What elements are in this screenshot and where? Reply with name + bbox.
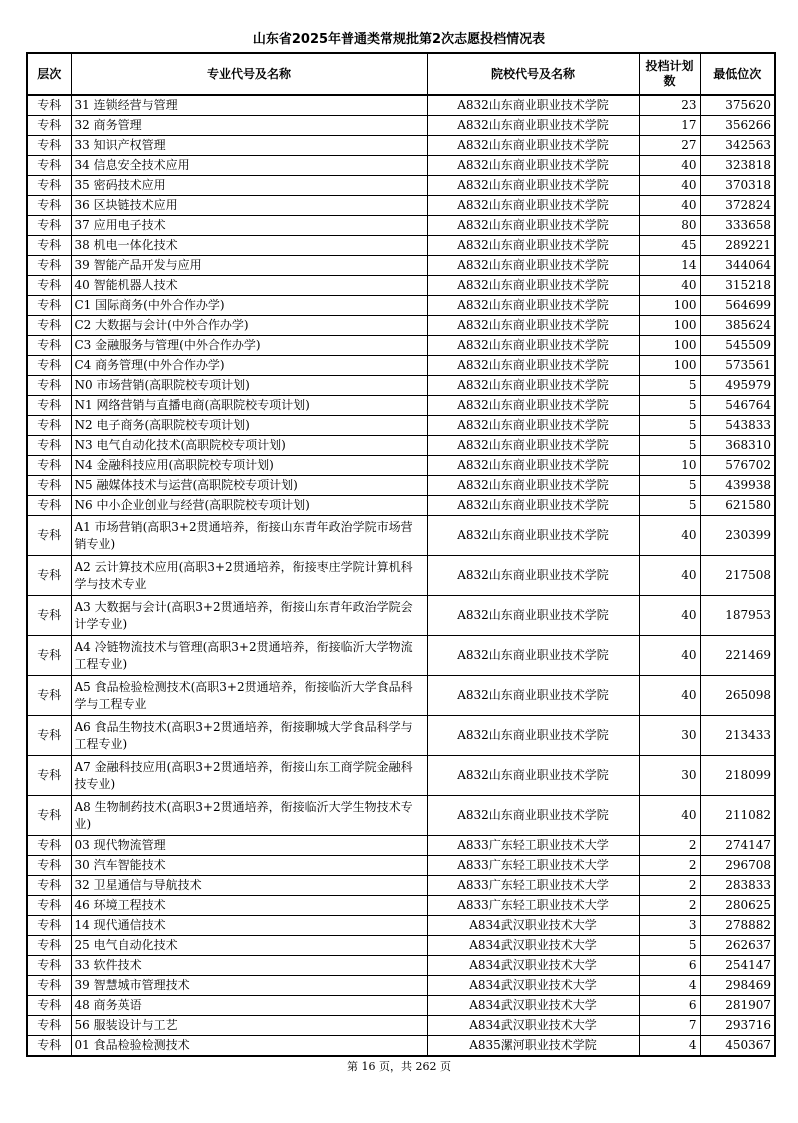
school-cell: A832山东商业职业技术学院 — [427, 476, 639, 496]
table-row — [27, 416, 775, 436]
school-cell: A833广东轻工职业技术大学 — [427, 896, 639, 916]
school-cell: A832山东商业职业技术学院 — [427, 176, 639, 196]
major-cell: 25 电气自动化技术 — [71, 936, 427, 956]
major-cell: 39 智能产品开发与应用 — [71, 256, 427, 276]
level-cell: 专科 — [27, 356, 71, 376]
rank-cell: 298469 — [700, 976, 775, 996]
level-cell: 专科 — [27, 916, 71, 936]
major-cell: N4 金融科技应用(高职院校专项计划) — [71, 456, 427, 476]
header-rank: 最低位次 — [700, 53, 775, 95]
level-cell: 专科 — [27, 516, 71, 556]
school-cell: A832山东商业职业技术学院 — [427, 356, 639, 376]
table-header-row — [27, 53, 775, 95]
level-cell: 专科 — [27, 936, 71, 956]
table-row — [27, 1016, 775, 1036]
rank-cell: 495979 — [700, 376, 775, 396]
plan-cell: 5 — [639, 936, 700, 956]
school-cell: A833广东轻工职业技术大学 — [427, 836, 639, 856]
major-cell: 32 商务管理 — [71, 116, 427, 136]
table-row — [27, 996, 775, 1016]
level-cell: 专科 — [27, 316, 71, 336]
major-cell: A1 市场营销(高职3+2贯通培养，衔接山东青年政治学院市场营销专业) — [71, 516, 427, 556]
level-cell: 专科 — [27, 336, 71, 356]
major-cell: N0 市场营销(高职院校专项计划) — [71, 376, 427, 396]
level-cell: 专科 — [27, 956, 71, 976]
plan-cell: 80 — [639, 216, 700, 236]
plan-cell: 40 — [639, 196, 700, 216]
major-cell: 01 食品检验检测技术 — [71, 1036, 427, 1057]
table-row — [27, 676, 775, 716]
school-cell: A832山东商业职业技术学院 — [427, 676, 639, 716]
major-cell: 33 软件技术 — [71, 956, 427, 976]
table-row — [27, 636, 775, 676]
rank-cell: 576702 — [700, 456, 775, 476]
table-row — [27, 356, 775, 376]
level-cell: 专科 — [27, 796, 71, 836]
school-cell: A834武汉职业技术大学 — [427, 916, 639, 936]
school-cell: A832山东商业职业技术学院 — [427, 156, 639, 176]
school-cell: A832山东商业职业技术学院 — [427, 196, 639, 216]
level-cell: 专科 — [27, 476, 71, 496]
major-cell: 38 机电一体化技术 — [71, 236, 427, 256]
school-cell: A832山东商业职业技术学院 — [427, 436, 639, 456]
rank-cell: 211082 — [700, 796, 775, 836]
major-cell: 46 环境工程技术 — [71, 896, 427, 916]
school-cell: A834武汉职业技术大学 — [427, 1016, 639, 1036]
table-row — [27, 456, 775, 476]
rank-cell: 254147 — [700, 956, 775, 976]
table-row — [27, 136, 775, 156]
school-cell: A832山东商业职业技术学院 — [427, 136, 639, 156]
plan-cell: 30 — [639, 716, 700, 756]
level-cell: 专科 — [27, 676, 71, 716]
rank-cell: 439938 — [700, 476, 775, 496]
plan-cell: 40 — [639, 796, 700, 836]
major-cell: N3 电气自动化技术(高职院校专项计划) — [71, 436, 427, 456]
rank-cell: 621580 — [700, 496, 775, 516]
rank-cell: 372824 — [700, 196, 775, 216]
page-title: 山东省2025年普通类常规批第2次志愿投档情况表 — [252, 32, 546, 47]
rank-cell: 370318 — [700, 176, 775, 196]
level-cell: 专科 — [27, 156, 71, 176]
school-cell: A832山东商业职业技术学院 — [427, 316, 639, 336]
rank-cell: 278882 — [700, 916, 775, 936]
level-cell: 专科 — [27, 716, 71, 756]
level-cell: 专科 — [27, 416, 71, 436]
table-row — [27, 976, 775, 996]
level-cell: 专科 — [27, 216, 71, 236]
rank-cell: 262637 — [700, 936, 775, 956]
rank-cell: 289221 — [700, 236, 775, 256]
plan-cell: 100 — [639, 296, 700, 316]
table-row — [27, 796, 775, 836]
plan-cell: 27 — [639, 136, 700, 156]
table-row — [27, 956, 775, 976]
school-cell: A832山东商业职业技术学院 — [427, 95, 639, 116]
table-row — [27, 936, 775, 956]
rank-cell: 385624 — [700, 316, 775, 336]
plan-cell: 5 — [639, 396, 700, 416]
plan-cell: 4 — [639, 976, 700, 996]
major-cell: N6 中小企业创业与经营(高职院校专项计划) — [71, 496, 427, 516]
table-row — [27, 396, 775, 416]
table-row — [27, 276, 775, 296]
school-cell: A832山东商业职业技术学院 — [427, 516, 639, 556]
major-cell: 36 区块链技术应用 — [71, 196, 427, 216]
header-school: 院校代号及名称 — [427, 53, 639, 95]
school-cell: A832山东商业职业技术学院 — [427, 496, 639, 516]
rank-cell: 221469 — [700, 636, 775, 676]
rank-cell: 333658 — [700, 216, 775, 236]
major-cell: A5 食品检验检测技术(高职3+2贯通培养，衔接临沂大学食品科学与工程专业 — [71, 676, 427, 716]
school-cell: A833广东轻工职业技术大学 — [427, 876, 639, 896]
rank-cell: 217508 — [700, 556, 775, 596]
major-cell: A8 生物制药技术(高职3+2贯通培养，衔接临沂大学生物技术专业) — [71, 796, 427, 836]
level-cell: 专科 — [27, 396, 71, 416]
rank-cell: 280625 — [700, 896, 775, 916]
school-cell: A834武汉职业技术大学 — [427, 996, 639, 1016]
level-cell: 专科 — [27, 976, 71, 996]
table-row — [27, 836, 775, 856]
school-cell: A832山东商业职业技术学院 — [427, 756, 639, 796]
plan-cell: 5 — [639, 496, 700, 516]
level-cell: 专科 — [27, 896, 71, 916]
plan-cell: 5 — [639, 376, 700, 396]
table-row — [27, 156, 775, 176]
school-cell: A832山东商业职业技术学院 — [427, 276, 639, 296]
level-cell: 专科 — [27, 556, 71, 596]
plan-cell: 40 — [639, 516, 700, 556]
table-row — [27, 216, 775, 236]
rank-cell: 543833 — [700, 416, 775, 436]
level-cell: 专科 — [27, 276, 71, 296]
plan-cell: 3 — [639, 916, 700, 936]
table-row — [27, 376, 775, 396]
plan-cell: 30 — [639, 756, 700, 796]
level-cell: 专科 — [27, 376, 71, 396]
plan-cell: 2 — [639, 896, 700, 916]
plan-cell: 40 — [639, 156, 700, 176]
level-cell: 专科 — [27, 756, 71, 796]
school-cell: A832山东商业职业技术学院 — [427, 236, 639, 256]
rank-cell: 344064 — [700, 256, 775, 276]
plan-cell: 17 — [639, 116, 700, 136]
school-cell: A834武汉职业技术大学 — [427, 936, 639, 956]
rank-cell: 375620 — [700, 95, 775, 116]
level-cell: 专科 — [27, 596, 71, 636]
table-body — [27, 95, 775, 1056]
plan-cell: 2 — [639, 876, 700, 896]
table-row — [27, 116, 775, 136]
school-cell: A832山东商业职业技术学院 — [427, 456, 639, 476]
plan-cell: 100 — [639, 316, 700, 336]
rank-cell: 187953 — [700, 596, 775, 636]
school-cell: A832山东商业职业技术学院 — [427, 596, 639, 636]
table-row — [27, 256, 775, 276]
table-row — [27, 436, 775, 456]
plan-cell: 23 — [639, 95, 700, 116]
rank-cell: 296708 — [700, 856, 775, 876]
level-cell: 专科 — [27, 996, 71, 1016]
major-cell: A4 冷链物流技术与管理(高职3+2贯通培养，衔接临沂大学物流工程专业) — [71, 636, 427, 676]
plan-cell: 14 — [639, 256, 700, 276]
admission-table — [26, 52, 776, 1057]
table-row — [27, 496, 775, 516]
level-cell: 专科 — [27, 95, 71, 116]
page-footer: 第 16 页，共 262 页 — [347, 1060, 451, 1073]
major-cell: N1 网络营销与直播电商(高职院校专项计划) — [71, 396, 427, 416]
major-cell: A3 大数据与会计(高职3+2贯通培养，衔接山东青年政治学院会计学专业) — [71, 596, 427, 636]
plan-cell: 40 — [639, 676, 700, 716]
rank-cell: 564699 — [700, 296, 775, 316]
table-row — [27, 336, 775, 356]
table-row — [27, 95, 775, 116]
major-cell: C2 大数据与会计(中外合作办学) — [71, 316, 427, 336]
table-row — [27, 876, 775, 896]
table-row — [27, 316, 775, 336]
rank-cell: 281907 — [700, 996, 775, 1016]
major-cell: 40 智能机器人技术 — [71, 276, 427, 296]
major-cell: C4 商务管理(中外合作办学) — [71, 356, 427, 376]
school-cell: A832山东商业职业技术学院 — [427, 556, 639, 596]
plan-cell: 2 — [639, 836, 700, 856]
header-level: 层次 — [27, 53, 71, 95]
plan-cell: 6 — [639, 996, 700, 1016]
plan-cell: 40 — [639, 596, 700, 636]
plan-cell: 40 — [639, 556, 700, 596]
level-cell: 专科 — [27, 836, 71, 856]
rank-cell: 573561 — [700, 356, 775, 376]
plan-cell: 40 — [639, 636, 700, 676]
major-cell: 30 汽车智能技术 — [71, 856, 427, 876]
table-row — [27, 516, 775, 556]
rank-cell: 218099 — [700, 756, 775, 796]
table-row — [27, 856, 775, 876]
school-cell: A832山东商业职业技术学院 — [427, 116, 639, 136]
level-cell: 专科 — [27, 116, 71, 136]
rank-cell: 283833 — [700, 876, 775, 896]
major-cell: 34 信息安全技术应用 — [71, 156, 427, 176]
plan-cell: 7 — [639, 1016, 700, 1036]
school-cell: A832山东商业职业技术学院 — [427, 256, 639, 276]
school-cell: A832山东商业职业技术学院 — [427, 216, 639, 236]
major-cell: 56 服装设计与工艺 — [71, 1016, 427, 1036]
major-cell: 32 卫星通信与导航技术 — [71, 876, 427, 896]
table-row — [27, 176, 775, 196]
major-cell: 39 智慧城市管理技术 — [71, 976, 427, 996]
major-cell: C3 金融服务与管理(中外合作办学) — [71, 336, 427, 356]
school-cell: A832山东商业职业技术学院 — [427, 416, 639, 436]
level-cell: 专科 — [27, 136, 71, 156]
level-cell: 专科 — [27, 496, 71, 516]
rank-cell: 274147 — [700, 836, 775, 856]
major-cell: 31 连锁经营与管理 — [71, 95, 427, 116]
rank-cell: 368310 — [700, 436, 775, 456]
level-cell: 专科 — [27, 876, 71, 896]
rank-cell: 323818 — [700, 156, 775, 176]
table-row — [27, 896, 775, 916]
level-cell: 专科 — [27, 1016, 71, 1036]
major-cell: C1 国际商务(中外合作办学) — [71, 296, 427, 316]
major-cell: A2 云计算技术应用(高职3+2贯通培养，衔接枣庄学院计算机科学与技术专业 — [71, 556, 427, 596]
level-cell: 专科 — [27, 1036, 71, 1057]
school-cell: A832山东商业职业技术学院 — [427, 396, 639, 416]
table-row — [27, 476, 775, 496]
rank-cell: 545509 — [700, 336, 775, 356]
level-cell: 专科 — [27, 456, 71, 476]
level-cell: 专科 — [27, 236, 71, 256]
rank-cell: 342563 — [700, 136, 775, 156]
rank-cell: 546764 — [700, 396, 775, 416]
rank-cell: 230399 — [700, 516, 775, 556]
table-row — [27, 196, 775, 216]
school-cell: A832山东商业职业技术学院 — [427, 716, 639, 756]
header-major: 专业代号及名称 — [71, 53, 427, 95]
level-cell: 专科 — [27, 176, 71, 196]
major-cell: 37 应用电子技术 — [71, 216, 427, 236]
plan-cell: 5 — [639, 476, 700, 496]
major-cell: 48 商务英语 — [71, 996, 427, 1016]
plan-cell: 5 — [639, 416, 700, 436]
rank-cell: 293716 — [700, 1016, 775, 1036]
table-row — [27, 296, 775, 316]
plan-cell: 40 — [639, 276, 700, 296]
level-cell: 专科 — [27, 196, 71, 216]
major-cell: N2 电子商务(高职院校专项计划) — [71, 416, 427, 436]
school-cell: A834武汉职业技术大学 — [427, 956, 639, 976]
plan-cell: 4 — [639, 1036, 700, 1057]
school-cell: A832山东商业职业技术学院 — [427, 376, 639, 396]
major-cell: 03 现代物流管理 — [71, 836, 427, 856]
plan-cell: 40 — [639, 176, 700, 196]
plan-cell: 100 — [639, 356, 700, 376]
major-cell: 33 知识产权管理 — [71, 136, 427, 156]
plan-cell: 6 — [639, 956, 700, 976]
plan-cell: 5 — [639, 436, 700, 456]
school-cell: A832山东商业职业技术学院 — [427, 336, 639, 356]
level-cell: 专科 — [27, 296, 71, 316]
table-row — [27, 596, 775, 636]
rank-cell: 213433 — [700, 716, 775, 756]
school-cell: A834武汉职业技术大学 — [427, 976, 639, 996]
plan-cell: 2 — [639, 856, 700, 876]
school-cell: A832山东商业职业技术学院 — [427, 796, 639, 836]
rank-cell: 356266 — [700, 116, 775, 136]
table-row — [27, 756, 775, 796]
school-cell: A832山东商业职业技术学院 — [427, 636, 639, 676]
major-cell: A7 金融科技应用(高职3+2贯通培养，衔接山东工商学院金融科技专业) — [71, 756, 427, 796]
level-cell: 专科 — [27, 256, 71, 276]
plan-cell: 100 — [639, 336, 700, 356]
table-row — [27, 716, 775, 756]
plan-cell: 10 — [639, 456, 700, 476]
table-row — [27, 1036, 775, 1057]
major-cell: 35 密码技术应用 — [71, 176, 427, 196]
header-plan: 投档计划数 — [639, 53, 700, 95]
school-cell: A833广东轻工职业技术大学 — [427, 856, 639, 876]
table-row — [27, 236, 775, 256]
level-cell: 专科 — [27, 436, 71, 456]
rank-cell: 265098 — [700, 676, 775, 716]
rank-cell: 450367 — [700, 1036, 775, 1057]
level-cell: 专科 — [27, 856, 71, 876]
major-cell: 14 现代通信技术 — [71, 916, 427, 936]
school-cell: A832山东商业职业技术学院 — [427, 296, 639, 316]
school-cell: A835漯河职业技术学院 — [427, 1036, 639, 1057]
major-cell: A6 食品生物技术(高职3+2贯通培养，衔接聊城大学食品科学与工程专业) — [71, 716, 427, 756]
major-cell: N5 融媒体技术与运营(高职院校专项计划) — [71, 476, 427, 496]
plan-cell: 45 — [639, 236, 700, 256]
table-row — [27, 556, 775, 596]
level-cell: 专科 — [27, 636, 71, 676]
table-row — [27, 916, 775, 936]
rank-cell: 315218 — [700, 276, 775, 296]
